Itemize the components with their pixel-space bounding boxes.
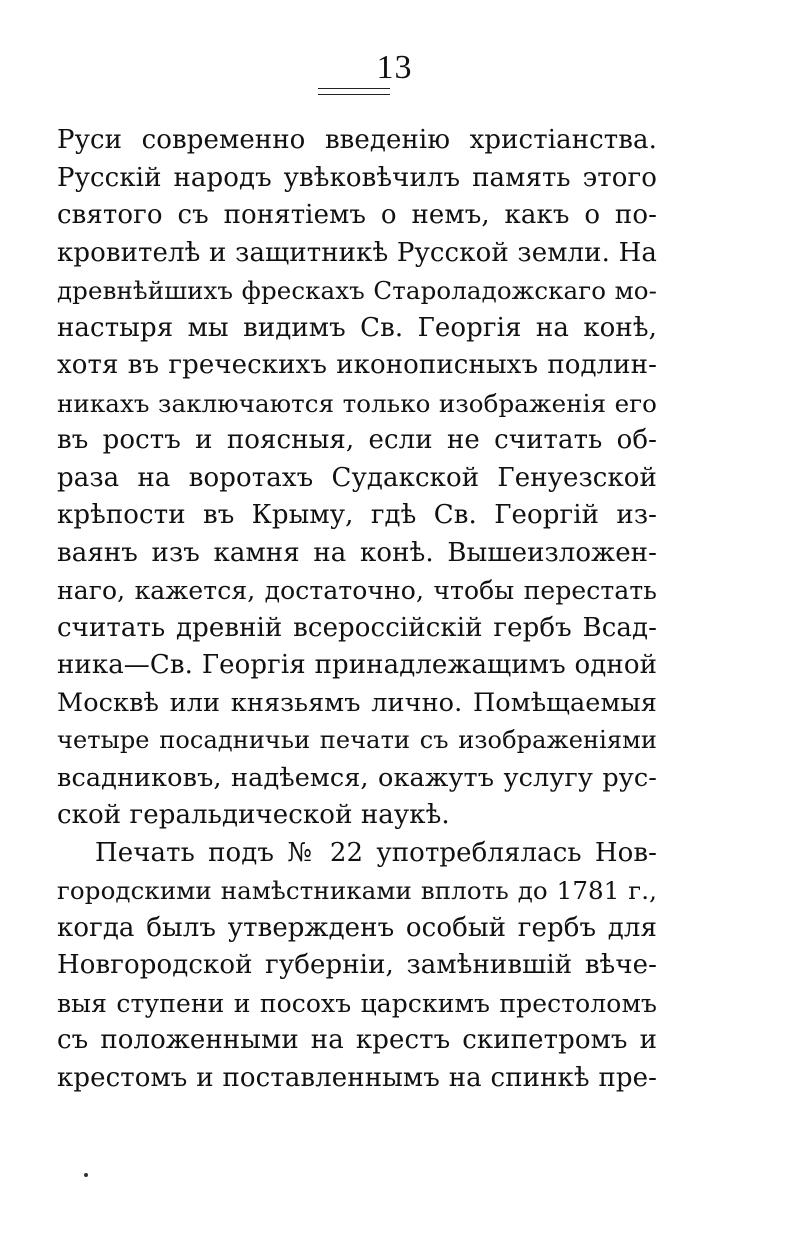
text-line: крѣпости въ Крыму, гдѣ Св. Георгій из- [57,500,657,530]
text-line: кровителѣ и защитникѣ Русской земли. На [57,237,657,268]
text-line: всадниковъ, надѣемся, окажутъ услугу рус- [57,762,657,793]
text-line: наго, кажется, достаточно, чтобы перестать [57,576,657,605]
text-line: раза на воротахъ Судакской Генуезской [57,462,657,493]
text-line: четыре посадничьи печати съ изображеніями [57,726,657,754]
text-line: древнѣйшихъ фрескахъ Староладожскаго мо- [57,276,657,305]
text-line: святого съ понятіемъ о немъ, какъ о по- [57,200,657,230]
page-number-rule-top [318,88,390,89]
text-line: Печать подъ № 22 употреблялась Нов- [95,837,657,868]
text-line: Руси современно введенію христіанства. [57,125,657,155]
paragraph-2 [57,835,657,1098]
body-text [57,122,657,1097]
paragraph-1 [57,122,657,835]
text-line: Русскій народъ увѣковѣчилъ память этого [57,162,657,193]
text-line: Новгородской губерніи, замѣнившій вѣче- [57,950,657,980]
text-line: никахъ заключаются только изображенія его [57,388,657,418]
text-line: ской геральдической наукѣ. [57,800,450,830]
text-line: считать древній всероссійскій гербъ Всад- [57,612,657,643]
text-line: съ положенными на крестъ скипетромъ и [57,1025,657,1055]
text-line: Москвѣ или князьямъ лично. Помѣщаемыя [57,687,657,718]
text-line: въ ростъ и поясныя, если не считать об- [57,425,657,455]
text-line: хотя въ греческихъ иконописныхъ подлин- [57,350,657,380]
text-line: настыря мы видимъ Св. Георгія на конѣ, [57,312,657,343]
text-line: ваянъ изъ камня на конѣ. Вышеизложен- [57,537,657,568]
page-number-rule-bottom [318,94,390,95]
page-number: 13 [376,49,413,86]
text-line: когда былъ утвержденъ особый гербъ для [57,912,657,943]
text-line: городскими намѣстниками вплоть до 1781 г., [57,876,657,905]
text-line: выя ступени и посохъ царскимъ престоломъ [57,988,657,1018]
ink-speck [84,1173,88,1177]
text-line: ника—Св. Георгія принадлежащимъ одной [57,650,657,680]
text-line: крестомъ и поставленнымъ на спинкѣ пре- [57,1062,657,1093]
